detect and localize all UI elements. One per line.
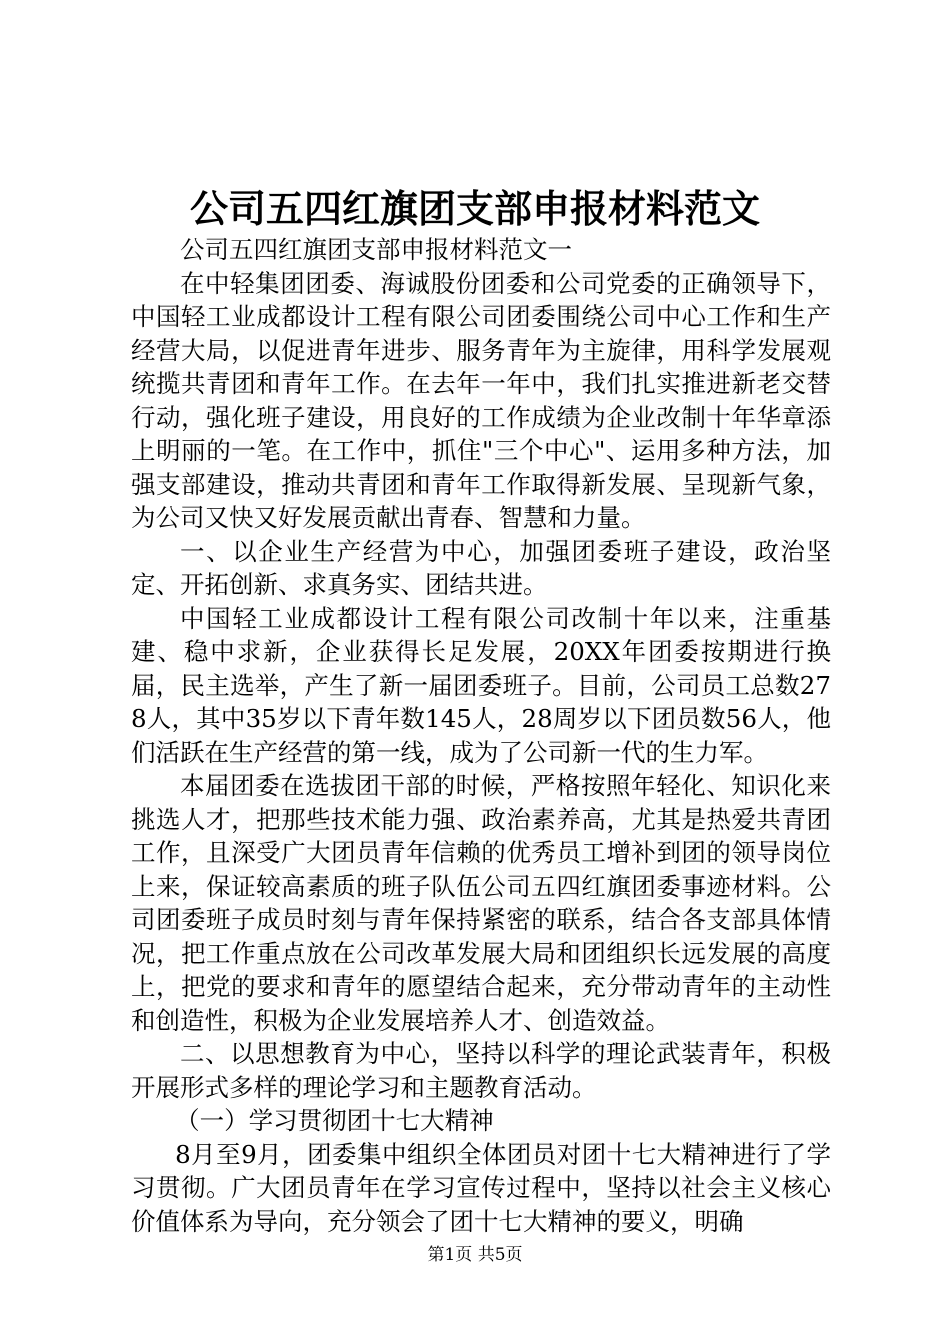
paragraph-subsection-heading: （一）学习贯彻团十七大精神 — [175, 1106, 494, 1135]
paragraph-study-activity: 8月至9月，团委集中组织全体团员对团十七大精神进行了学习贯彻。广大团员青年在学习宣传过程中，坚持以社会主义核心价值体系为导向，充分领会了团十七大精神的要义，明确 — [131, 1139, 831, 1236]
paragraph-section-one-heading: 一、以企业生产经营为中心，加强团委班子建设，政治坚定、开拓创新、求真务实、团结共进。 — [131, 536, 831, 599]
document-title: 公司五四红旗团支部申报材料范文 — [189, 186, 760, 231]
paragraph-intro: 在中轻集团团委、海诚股份团委和公司党委的正确领导下，中国轻工业成都设计工程有限公司团委围绕公司中心工作和生产经营大局，以促进青年进步、服务青年为主旋律，用科学发展观统揽共青团和青年工作。在去年一年中，我们扎实推进新老交替行动，强化班子建设，用良好的工作成绩为企业改制十年华章添上明丽的一笔。在工作中，抓住"三个中心"、运用多种方法，加强支部建设，推动共青团和青年工作取得新发展、呈现新气象，为公司又快又好发展贡献出青春、智慧和力量。 — [131, 268, 831, 532]
paragraph-subtitle: 公司五四红旗团支部申报材料范文一 — [180, 235, 572, 264]
paragraph-cadre-selection: 本届团委在选拔团干部的时候，严格按照年轻化、知识化来挑选人才，把那些技术能力强、政治素养高，尤其是热爱共青团工作，且深受广大团员青年信赖的优秀员工增补到团的领导岗位上来，保证较高素质的班子队伍公司五四红旗团委事迹材料。公司团委班子成员时刻与青年保持紧密的联系，结合各支部具体情况，把工作重点放在公司改革发展大局和团组织长远发展的高度上，把党的要求和青年的愿望结合起来，充分带动青年的主动性和创造性，积极为企业发展培养人才、创造效益。 — [131, 771, 831, 1035]
paragraph-section-two-heading: 二、以思想教育为中心，坚持以科学的理论武装青年，积极开展形式多样的理论学习和主题教育活动。 — [131, 1039, 831, 1102]
paragraph-company-overview: 中国轻工业成都设计工程有限公司改制十年以来，注重基建、稳中求新，企业获得长足发展，20XX年团委按期进行换届，民主选举，产生了新一届团委班子。目前，公司员工总数278人，其中35岁以下青年数145人，28周岁以下团员数56人，他们活跃在生产经营的第一线，成为了公司新一代的生力军。 — [131, 603, 831, 767]
document-body — [131, 233, 831, 1238]
page-footer: 第1页 共5页 — [427, 1245, 523, 1265]
